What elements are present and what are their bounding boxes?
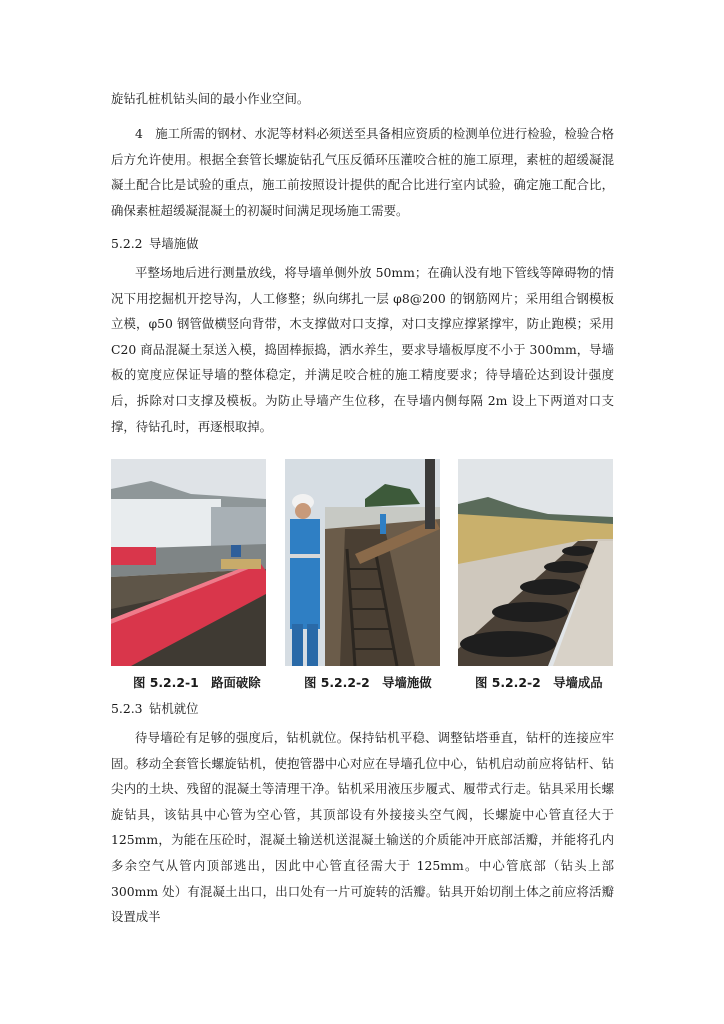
figure-caption: 图 5.2.2-2 导墙施做 bbox=[304, 675, 432, 690]
figure-guide-wall-construction-photo bbox=[285, 459, 440, 666]
section-heading-guide-wall bbox=[111, 234, 199, 254]
paragraph-guide-wall: 平整场地后进行测量放线，将导墙单侧外放 50mm；在确认没有地下管线等障碍物的情况下用挖掘机开挖导沟，人工修整；纵向绑扎一层 φ8@200 的钢筋网片；采用组合钢模板立模，φ50 钢管做横竖向背带，木支撑做对口支撑，对口支撑应撑紧撑牢，防止跑模；采用 C20 商品混凝土泵送入模，捣固棒振捣，洒水养生，要求导墙板厚度不小于 300mm，导墙板的宽度应保证导墙的整体稳定，并满足咬合桩的施工精度要求；待导墙砼达到设计强度后，拆除对口支撑及模板。为防止导墙产生位移，在导墙内侧每隔 2m 设上下两道对口支撑，待钻孔时，再逐根取掉。 bbox=[111, 265, 614, 434]
section-title: 导墙施做 bbox=[149, 236, 199, 251]
section-title: 钻机就位 bbox=[149, 701, 199, 716]
figure-caption: 图 5.2.2-1 路面破除 bbox=[133, 675, 261, 690]
paragraph-materials: 4 施工所需的钢材、水泥等材料必须送至具备相应资质的检测单位进行检验，检验合格后方允许使用。根据全套管长螺旋钻孔气压反循环压灌咬合桩的施工原理，素桩的超缓凝混凝土配合比是试验的重点，施工前按照设计提供的配合比进行室内试验，确定施工配合比，确保素桩超缓凝混凝土的初凝时间满足现场施工需要。 bbox=[111, 126, 614, 218]
figure-finished-guide-wall-photo bbox=[458, 459, 613, 666]
figure-caption: 图 5.2.2-2 导墙成品 bbox=[475, 675, 603, 690]
paragraph-continuation: 旋钻孔桩机钻头间的最小作业空间。 bbox=[111, 91, 310, 106]
section-number: 5.2.2 bbox=[111, 236, 143, 251]
section-heading-rig-positioning bbox=[111, 699, 199, 719]
section-number: 5.2.3 bbox=[111, 701, 143, 716]
figure-road-removal-photo bbox=[111, 459, 266, 666]
paragraph-rig-positioning: 待导墙砼有足够的强度后，钻机就位。保持钻机平稳、调整钻塔垂直，钻杆的连接应牢固。移动全套管长螺旋钻机，使抱管器中心对应在导墙孔位中心，钻机启动前应将钻杆、钻尖内的土块、残留的混凝土等清理干净。钻机采用液压步履式、履带式行走。钻具采用长螺旋钻具，该钻具中心管为空心管，其顶部设有外接接头空气阀，长螺旋中心管直径大于 125mm，为能在压砼时，混凝土输送机送混凝土输送的介质能冲开底部活瓣，并能将孔内多余空气从管内顶部逃出，因此中心管直径需大于 125mm。中心管底部（钻头上部 300mm 处）有混凝土出口，出口处有一片可旋转的活瓣。钻具开始切削土体之前应将活瓣设置成半 bbox=[111, 730, 614, 925]
